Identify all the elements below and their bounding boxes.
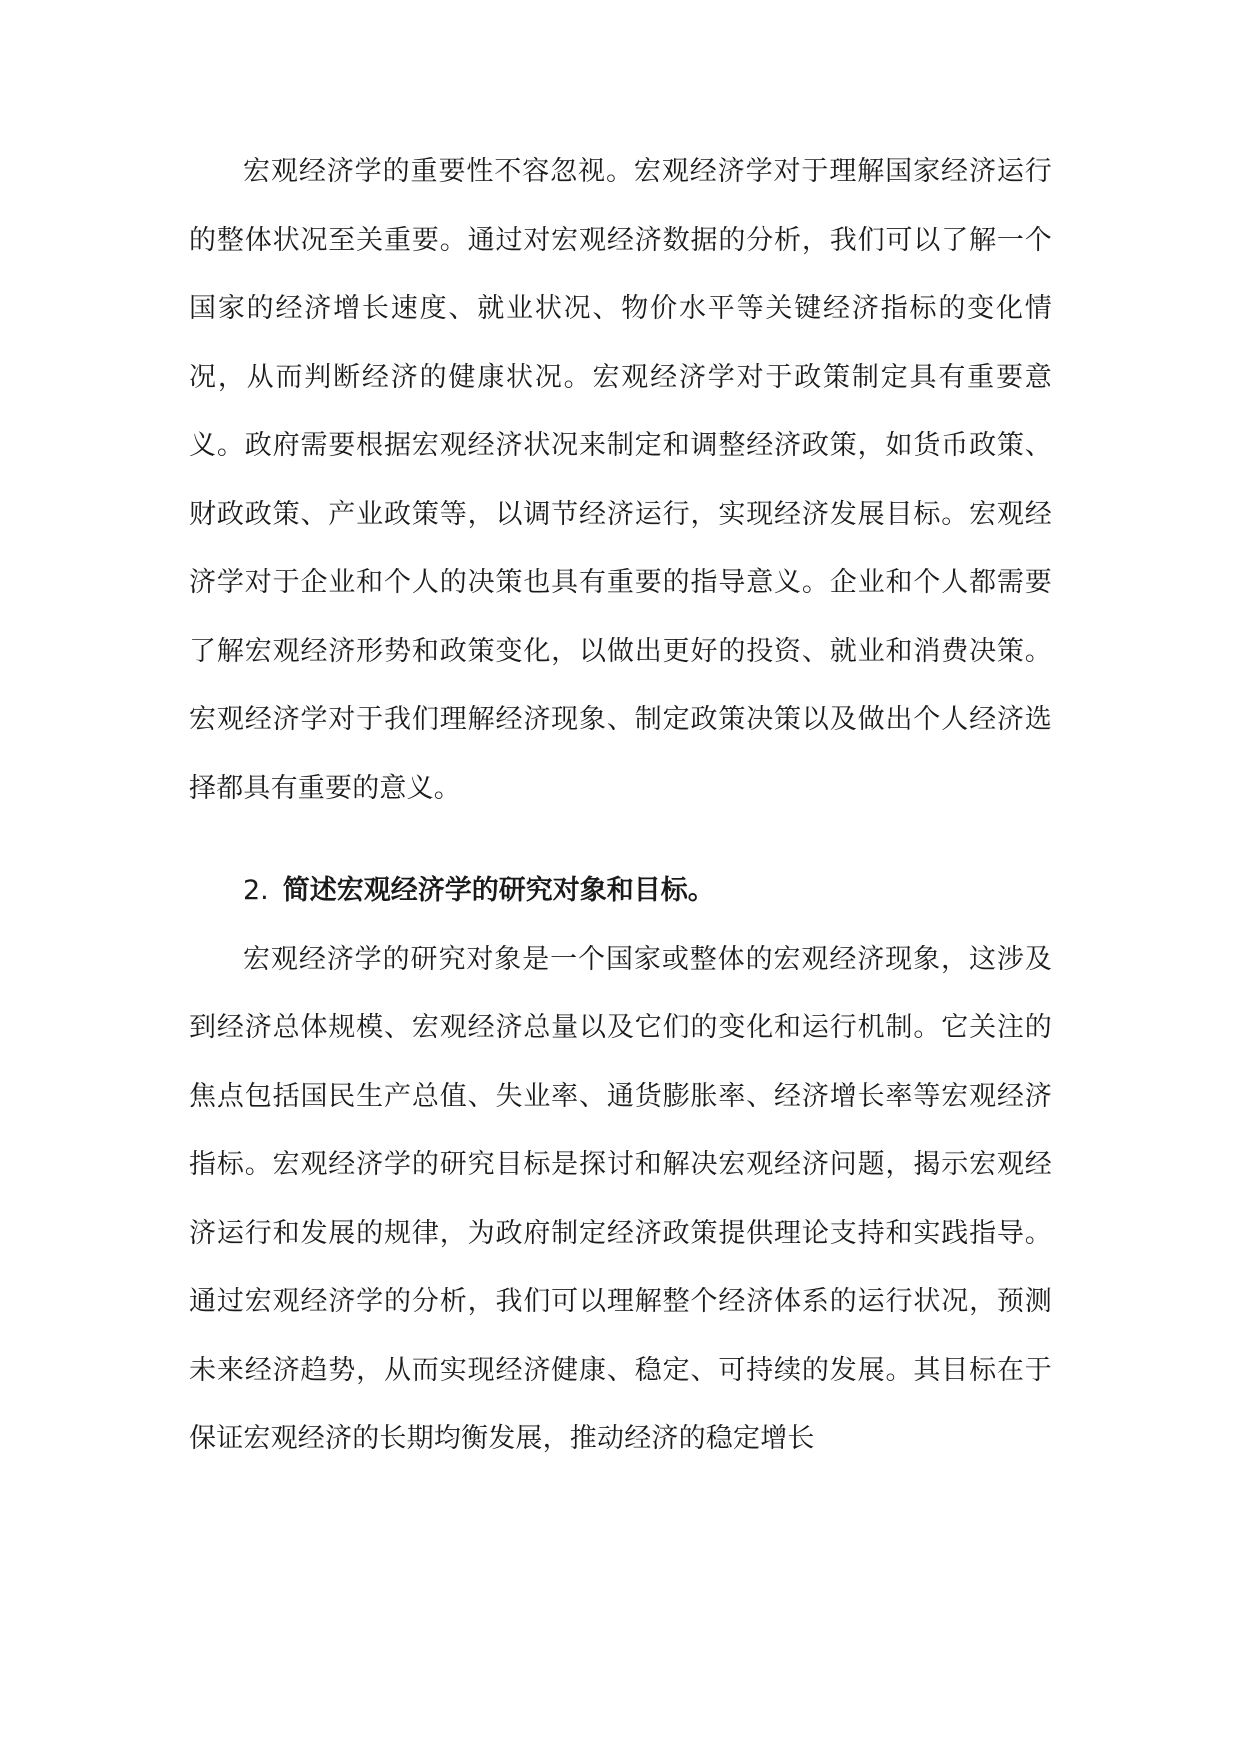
paragraph-research-object: 宏观经济学的研究对象是一个国家或整体的宏观经济现象，这涉及到经济总体规模、宏观经济总量以及它们的变化和运行机制。它关注的焦点包括国民生产总值、失业率、通货膨胀率、经济增长率等宏观经济指标。宏观经济学的研究目标是探讨和解决宏观经济问题，揭示宏观经济运行和发展的规律，为政府制定经济政策提供理论支持和实践指导。通过宏观经济学的分析，我们可以理解整个经济体系的运行状况，预测未来经济趋势，从而实现经济健康、稳定、可持续的发展。其目标在于保证宏观经济的长期均衡发展，推动经济的稳定增长 bbox=[189, 943, 1052, 1454]
section-heading-2 bbox=[189, 857, 1052, 926]
section-number: 2. bbox=[243, 875, 269, 906]
document-page bbox=[189, 138, 1052, 1474]
section-title: 简述宏观经济学的研究对象和目标。 bbox=[282, 875, 715, 906]
paragraph-importance: 宏观经济学的重要性不容忽视。宏观经济学对于理解国家经济运行的整体状况至关重要。通过对宏观经济数据的分析，我们可以了解一个国家的经济增长速度、就业状况、物价水平等关键经济指标的变化情况，从而判断经济的健康状况。宏观经济学对于政策制定具有重要意义。政府需要根据宏观经济状况来制定和调整经济政策，如货币政策、财政政策、产业政策等，以调节经济运行，实现经济发展目标。宏观经济学对于企业和个人的决策也具有重要的指导意义。企业和个人都需要了解宏观经济形势和政策变化，以做出更好的投资、就业和消费决策。宏观经济学对于我们理解经济现象、制定政策决策以及做出个人经济选择都具有重要的意义。 bbox=[189, 156, 1052, 804]
